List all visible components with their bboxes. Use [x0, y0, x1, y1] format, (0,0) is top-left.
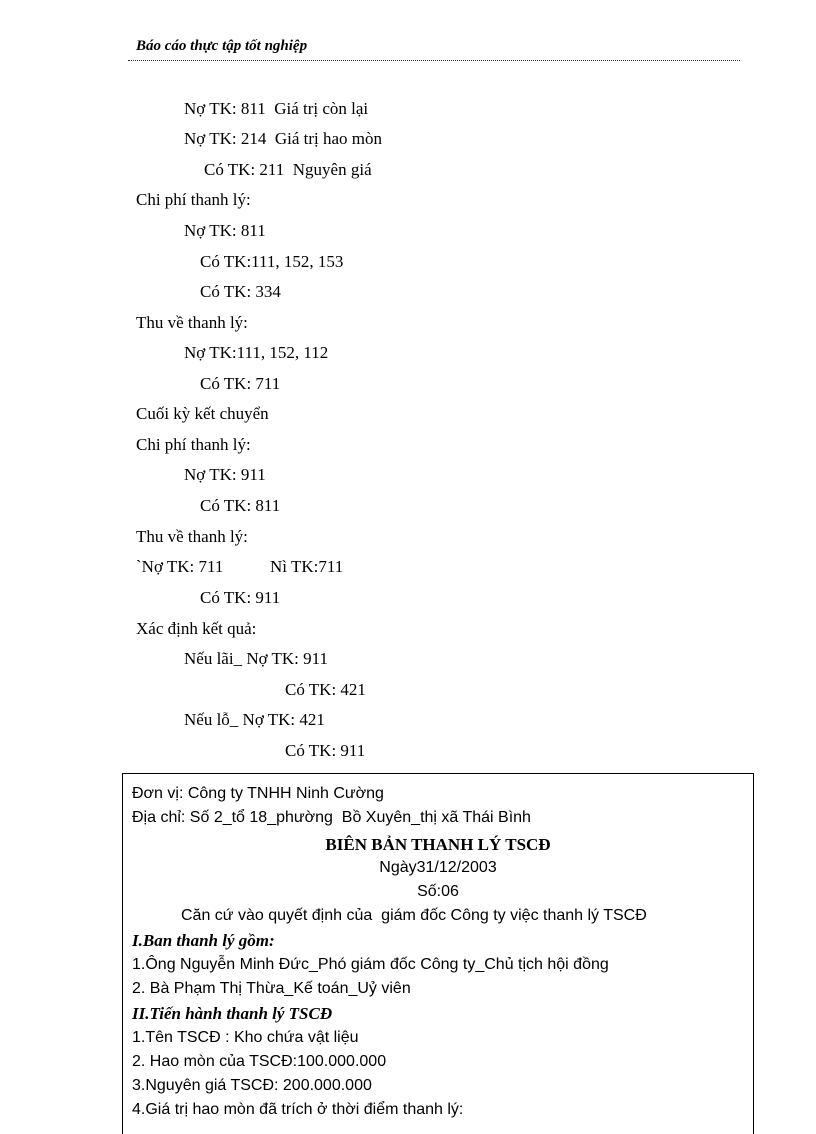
form-unit: Đơn vị: Công ty TNHH Ninh Cường — [132, 785, 384, 802]
form-item-2: 2. Hao mòn của TSCĐ:100.000.000 — [132, 1053, 387, 1070]
form-item-1: 1.Tên TSCĐ : Kho chứa vật liệu — [132, 1029, 359, 1046]
entry-line: Nợ TK: 811 Giá trị còn lại — [184, 99, 369, 118]
form-member-2: 2. Bà Phạm Thị Thừa_Kế toán_Uỷ viên — [132, 980, 411, 997]
entry-line: Có TK: 421 — [285, 680, 366, 699]
entry-line: Có TK: 911 — [200, 588, 281, 607]
entry-heading: Cuối kỳ kết chuyển — [136, 404, 269, 423]
entry-line: Nợ TK: 911 — [184, 465, 266, 484]
entry-line: Có TK:111, 152, 153 — [200, 252, 344, 271]
header-divider — [128, 60, 740, 61]
entry-line: Nếu lãi_ Nợ TK: 911 — [184, 649, 329, 668]
form-address: Địa chỉ: Số 2_tổ 18_phường Bồ Xuyên_thị xã Thái Bình — [132, 809, 531, 826]
form-title: BIÊN BẢN THANH LÝ TSCĐ — [325, 835, 551, 854]
entry-heading: Chi phí thanh lý: — [136, 435, 251, 454]
page-header-title: Báo cáo thực tập tốt nghiệp — [136, 38, 308, 54]
entry-line: Có TK: 811 — [200, 496, 281, 515]
entry-line: Nợ TK: 214 Giá trị hao mòn — [184, 129, 383, 148]
entry-line: Có TK: 211 Nguyên giá — [204, 160, 372, 179]
form-item-4: 4.Giá trị hao mòn đã trích ở thời điểm thanh lý: — [132, 1101, 464, 1118]
entry-heading: Xác định kết quả: — [136, 619, 257, 638]
entry-line: Nợ TK: 811 — [184, 221, 266, 240]
entry-line: `Nợ TK: 711 — [136, 557, 224, 576]
entry-heading: Thu về thanh lý: — [136, 313, 248, 332]
entry-line-extra: Nì TK:711 — [270, 557, 344, 576]
form-member-1: 1.Ông Nguyễn Minh Đức_Phó giám đốc Công ty_Chủ tịch hội đồng — [132, 956, 609, 973]
form-basis: Căn cứ vào quyết định của giám đốc Công ty việc thanh lý TSCĐ — [181, 907, 647, 924]
entry-heading: Thu về thanh lý: — [136, 527, 248, 546]
form-section-2: II.Tiến hành thanh lý TSCĐ — [132, 1004, 333, 1023]
form-section-1: I.Ban thanh lý gồm: — [132, 931, 275, 950]
form-number: Số:06 — [417, 883, 459, 900]
entry-line: Có TK: 911 — [285, 741, 366, 760]
entry-line: Có TK: 711 — [200, 374, 281, 393]
entry-line: Nợ TK:111, 152, 112 — [184, 343, 329, 362]
entry-line: Có TK: 334 — [200, 282, 281, 301]
form-item-3: 3.Nguyên giá TSCĐ: 200.000.000 — [132, 1077, 372, 1094]
form-date: Ngày31/12/2003 — [379, 859, 497, 876]
entry-line: Nếu lỗ_ Nợ TK: 421 — [184, 710, 325, 729]
entry-heading: Chi phí thanh lý: — [136, 190, 251, 209]
liquidation-form — [122, 773, 754, 1134]
